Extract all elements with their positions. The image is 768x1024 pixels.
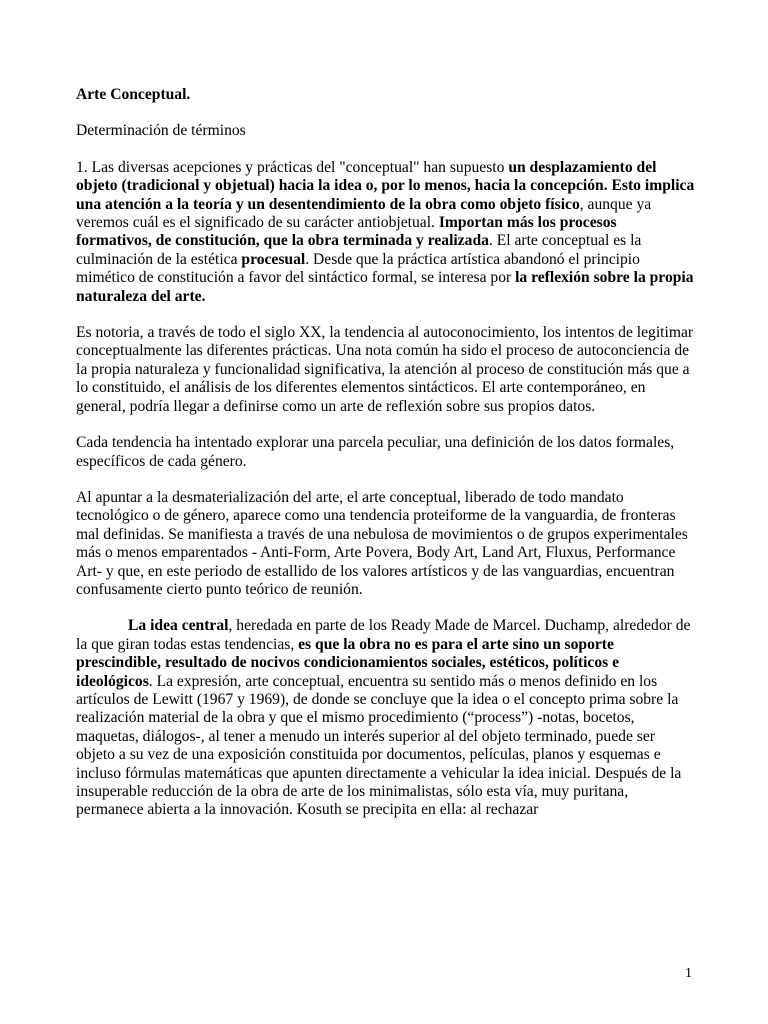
p1-text-1: 1. Las diversas acepciones y prácticas del "conceptual" han supuesto <box>76 158 509 176</box>
paragraph-1 <box>76 159 696 306</box>
p1-bold-1: un desplazamiento del objeto (tradicional y objetual) hacia la idea o, por lo menos, hacia la concepción. Esto implica una atención a la teoría y un desentendimiento de la obra como objeto físico <box>76 158 695 213</box>
p5-bold-1: La idea central <box>128 617 229 635</box>
p1-text-3: . El arte conceptual es la culminación de la estética <box>76 232 642 268</box>
paragraph-2: Es notoria, a través de todo el siglo XX, la tendencia al autoconocimiento, los intentos de legitimar conceptualmente las diferentes prácticas. Una nota común ha sido el proceso de autoconciencia de la propia naturaleza y funcionalidad significativa, la atención al proceso de constitución más que a lo constituido, el análisis de los diferentes elementos sintácticos. El arte contemporáneo, en general, podría llegar a definirse como un arte de reflexión sobre sus propios datos. <box>76 324 694 415</box>
p5-text-1: , heredada en parte de los Ready Made de Marcel. Duchamp, alrededor de la que giran todas estas tendencias, <box>76 617 691 653</box>
p1-bold-2: Importan más los procesos formativos, de constitución, que la obra terminada y realizada <box>76 214 617 250</box>
document-page <box>76 86 696 838</box>
section-heading: Determinación de términos <box>76 122 246 140</box>
page-number: 1 <box>685 966 692 981</box>
paragraph-5 <box>76 617 696 819</box>
p1-text-4: . Desde que la práctica artística abandonó el principio mimético de constitución a favor del sintáctico formal, se interesa por <box>76 250 640 287</box>
p1-text-2: , aunque ya veremos cuál es el significado de su carácter antiobjetual. <box>76 195 652 232</box>
p1-bold-4: la reflexión sobre la propia naturaleza del arte. <box>76 269 694 305</box>
paragraph-3: Cada tendencia ha intentado explorar una parcela peculiar, una definición de los datos formales, específicos de cada género. <box>76 434 675 470</box>
document-title: Arte Conceptual. <box>76 86 191 103</box>
p1-bold-3: procesual <box>241 250 306 268</box>
p5-bold-2: es que la obra no es para el arte sino un soporte prescindible, resultado de nocivos condicionamientos sociales, estéticos, políticos e ideológicos <box>76 635 620 690</box>
paragraph-4: Al apuntar a la desmaterialización del arte, el arte conceptual, liberado de todo mandato tecnológico o de género, aparece como una tendencia proteiforme de la vanguardia, de fronteras mal definidas. Se manifiesta a través de una nebulosa de movimientos o de grupos experimentales más o menos emparentados - Anti-Form, Arte Povera, Body Art, Land Art, Fluxus, Performance Art- y que, en este periodo de estallido de los valores artísticos y de las vanguardias, encuentran confusamente cierto punto teórico de reunión. <box>76 488 688 598</box>
p5-text-2: . La expresión, arte conceptual, encuentra su sentido más o menos definido en los artículos de Lewitt (1967 y 1969), de donde se concluye que la idea o el concepto prima sobre la realización material de la obra y que el mismo procedimiento (“process”) -notas, bocetos, maquetas, diálogos-, al tener a menudo un interés superior al del objeto terminado, puede ser objeto a su vez de una exposición constituida por documentos, películas, planos y esquemas e incluso fórmulas matemáticas que apunten directamente a vehicular la idea inicial. Después de la insuperable reducción de la obra de arte de los minimalistas, sólo esta vía, muy puritana, permanece abierta a la innovación. Kosuth se precipita en ella: al rechazar <box>76 672 682 819</box>
